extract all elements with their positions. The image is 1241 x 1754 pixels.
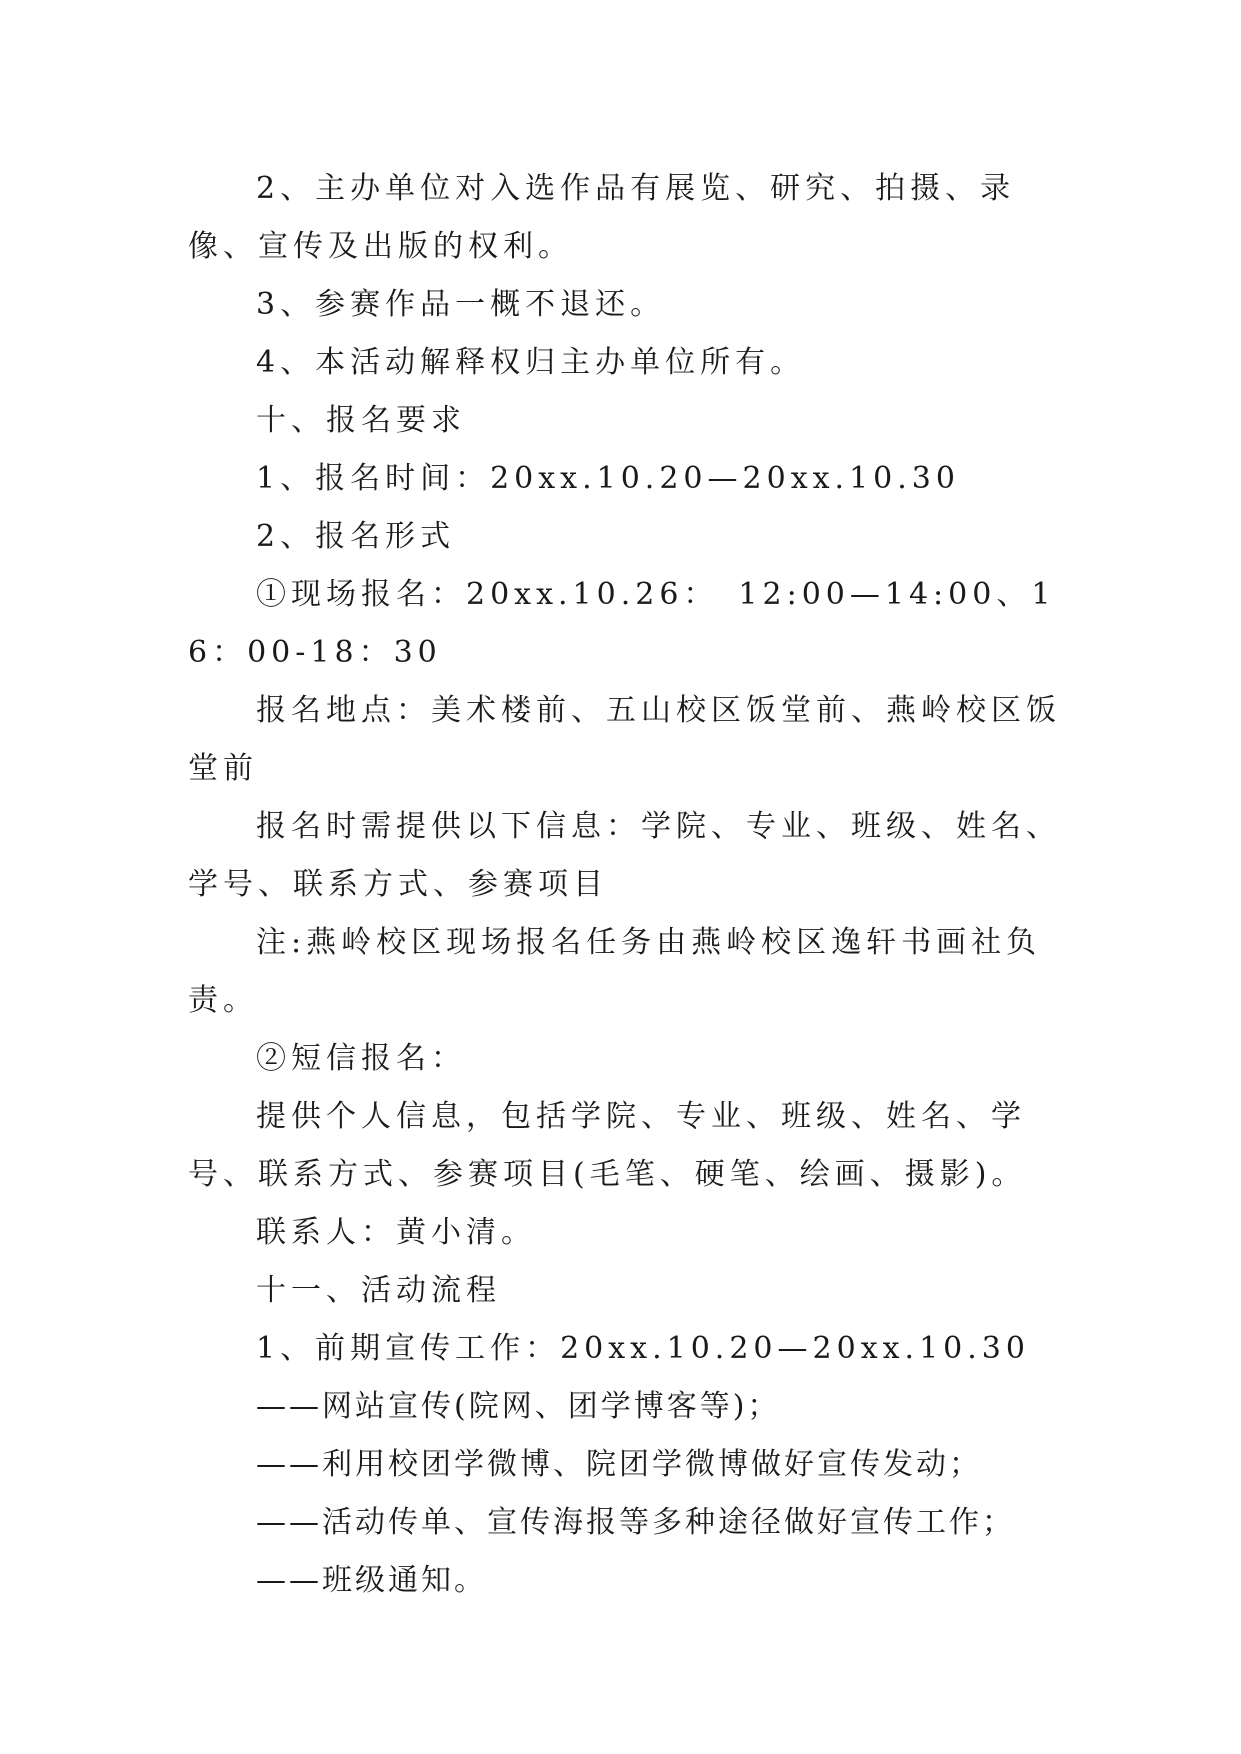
paragraph-interpretation: 4、本活动解释权归主办单位所有。 xyxy=(256,345,806,380)
paragraph-registration-time: 1、报名时间：20xx.10.20—20xx.10.30 xyxy=(256,461,960,496)
section-heading-registration: 十、报名要求 xyxy=(256,403,466,438)
paragraph-personal-info: 提供个人信息，包括学院、专业、班级、姓名、学号、联系方式、参赛项目(毛笔、硬笔、绘画、摄影)。 xyxy=(188,1099,1027,1192)
paragraph-registration-location: 报名地点：美术楼前、五山校区饭堂前、燕岭校区饭堂前 xyxy=(188,693,1061,786)
paragraph-rights: 2、主办单位对入选作品有展览、研究、拍摄、录像、宣传及出版的权利。 xyxy=(188,171,1016,264)
list-item-flyers: ——活动传单、宣传海报等多种途径做好宣传工作； xyxy=(256,1505,1015,1540)
paragraph-promotion-time: 1、前期宣传工作：20xx.10.20—20xx.10.30 xyxy=(256,1331,1030,1366)
paragraph-note: 注:燕岭校区现场报名任务由燕岭校区逸轩书画社负责。 xyxy=(188,925,1042,1018)
paragraph-sms-registration: ②短信报名： xyxy=(256,1041,466,1076)
document-body xyxy=(188,160,1068,1610)
paragraph-no-return: 3、参赛作品一概不退还。 xyxy=(256,287,666,322)
paragraph-registration-form: 2、报名形式 xyxy=(256,519,456,554)
paragraph-onsite-registration: ①现场报名：20xx.10.26： 12:00—14:00、16：00-18：30 xyxy=(188,577,1056,670)
paragraph-contact-person: 联系人：黄小清。 xyxy=(256,1215,536,1250)
section-heading-process: 十一、活动流程 xyxy=(256,1273,501,1308)
list-item-class-notice: ——班级通知。 xyxy=(256,1563,487,1598)
list-item-weibo: ——利用校团学微博、院团学微博做好宣传发动； xyxy=(256,1447,982,1482)
list-item-website: ——网站宣传(院网、团学博客等)； xyxy=(256,1389,781,1424)
paragraph-required-info: 报名时需提供以下信息：学院、专业、班级、姓名、学号、联系方式、参赛项目 xyxy=(188,809,1061,902)
